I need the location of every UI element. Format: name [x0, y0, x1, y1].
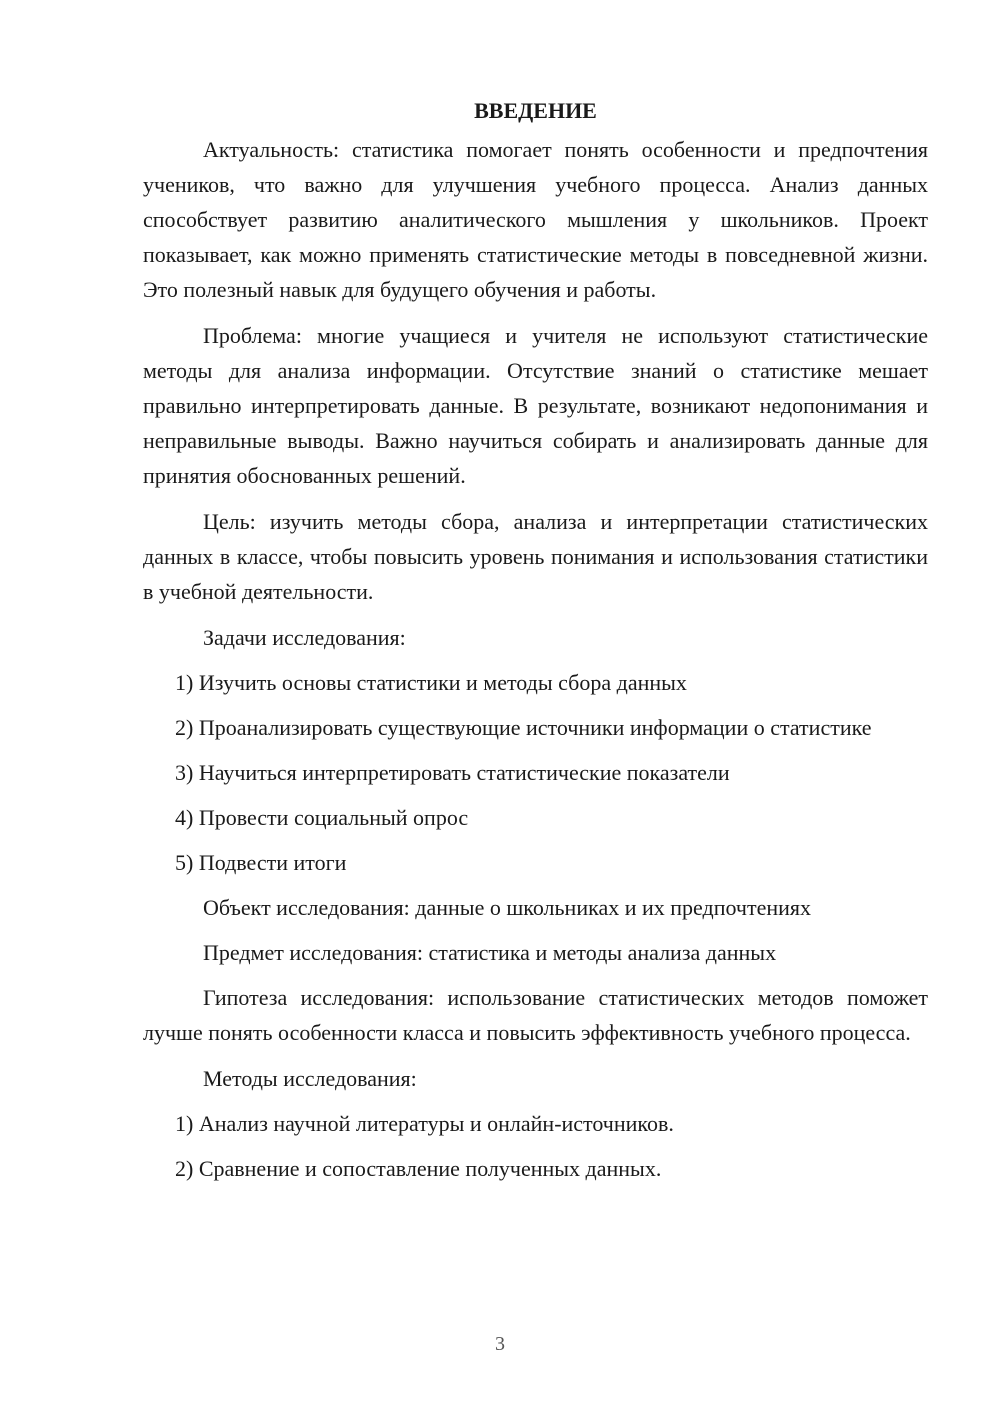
goal-paragraph: Цель: изучить методы сбора, анализа и интерпретации статистических данных в классе, чтобы повысить уровень понимания и использования статистики в учебной деятельности.: [143, 509, 928, 604]
method-item: 1) Анализ научной литературы и онлайн-источников.: [175, 1111, 674, 1136]
object-line: Объект исследования: данные о школьниках и их предпочтениях: [203, 895, 812, 920]
tasks-list: [143, 665, 928, 880]
relevance-paragraph: Актуальность: статистика помогает понять особенности и предпочтения учеников, что важно для улучшения учебного процесса. Анализ данных способствует развитию аналитического мышления у школьников. Проект показывает, как можно применять статистические методы в повседневной жизни. Это полезный навык для будущего обучения и работы.: [143, 137, 928, 302]
methods-list: [143, 1106, 928, 1186]
task-item: 3) Научиться интерпретировать статистические показатели: [175, 760, 730, 785]
methods-heading: Методы исследования:: [203, 1066, 417, 1091]
task-item: 4) Провести социальный опрос: [175, 805, 469, 830]
method-item: 2) Сравнение и сопоставление полученных данных.: [175, 1156, 662, 1181]
hypothesis-paragraph: Гипотеза исследования: использование статистических методов поможет лучше понять особенности класса и повысить эффективность учебного процесса.: [143, 985, 928, 1045]
page-number: 3: [495, 1333, 505, 1355]
document-page: [143, 93, 928, 1196]
section-title: ВВЕДЕНИЕ: [474, 98, 597, 123]
subject-line: Предмет исследования: статистика и методы анализа данных: [203, 940, 777, 965]
problem-paragraph: Проблема: многие учащиеся и учителя не используют статистические методы для анализа информации. Отсутствие знаний о статистике мешает правильно интерпретировать данные. В результате, возникают недопонимания и неправильные выводы. Важно научиться собирать и анализировать данные для принятия обоснованных решений.: [143, 323, 928, 488]
tasks-heading: Задачи исследования:: [203, 625, 406, 650]
task-item: 2) Проанализировать существующие источники информации о статистике: [175, 715, 872, 740]
task-item: 1) Изучить основы статистики и методы сбора данных: [175, 670, 687, 695]
task-item: 5) Подвести итоги: [175, 850, 347, 875]
